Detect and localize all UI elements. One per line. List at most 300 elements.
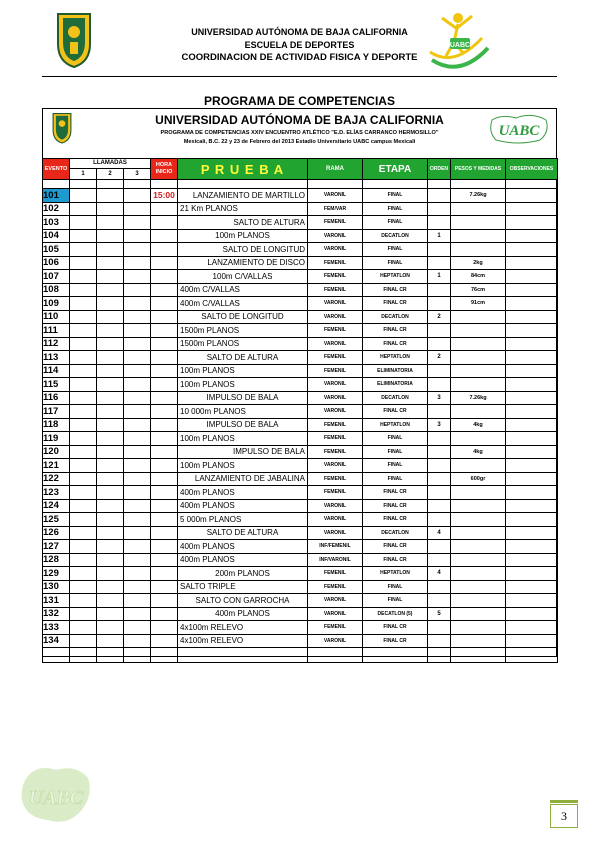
evento-cell: 134 xyxy=(43,634,70,648)
orden-cell xyxy=(428,378,451,392)
pesos-cell xyxy=(451,405,506,419)
pesos-cell: 91cm xyxy=(451,297,506,311)
llamada-1-cell xyxy=(70,459,97,473)
llamada-3-cell xyxy=(124,607,151,621)
etapa-cell: FINAL CR xyxy=(363,283,428,297)
llamada-2-cell xyxy=(97,418,124,432)
observaciones-cell xyxy=(506,634,558,648)
etapa-cell: HEPTATLON xyxy=(363,351,428,365)
observaciones-cell xyxy=(506,243,558,257)
rama-cell: VARONIL xyxy=(308,459,363,473)
llamada-2-cell xyxy=(97,283,124,297)
table-row xyxy=(43,621,558,635)
observaciones-cell xyxy=(506,391,558,405)
rama-cell: VARONIL xyxy=(308,391,363,405)
pesos-cell xyxy=(451,378,506,392)
page-title: PROGRAMA DE COMPETENCIAS xyxy=(204,94,395,108)
llamada-3-cell xyxy=(124,324,151,338)
pesos-cell xyxy=(451,580,506,594)
sheet-venue-subtitle: Mexicali, B.C. 22 y 23 de Febrero del 2013 Estadio Universitario UABC campus Mexicali xyxy=(183,139,416,145)
observaciones-cell xyxy=(506,486,558,500)
llamada-3-cell xyxy=(124,189,151,203)
footer-uabc-logo-icon xyxy=(18,764,94,826)
llamada-1-cell xyxy=(70,364,97,378)
prueba-cell: IMPULSO DE BALA xyxy=(178,418,308,432)
llamada-2-cell xyxy=(97,189,124,203)
orden-cell: 1 xyxy=(428,270,451,284)
prueba-cell: 400m PLANOS xyxy=(178,540,308,554)
table-row xyxy=(43,189,558,203)
llamada-1-cell xyxy=(70,405,97,419)
pesos-cell: 7.26kg xyxy=(451,391,506,405)
llamada-1-cell xyxy=(70,297,97,311)
etapa-cell: FINAL xyxy=(363,459,428,473)
rama-cell: FEMENIL xyxy=(308,256,363,270)
llamada-2-cell xyxy=(97,432,124,446)
etapa-cell: FINAL CR xyxy=(363,499,428,513)
rama-cell: FEMENIL xyxy=(308,324,363,338)
hora-cell xyxy=(151,256,178,270)
llamada-1-cell xyxy=(70,540,97,554)
observaciones-cell xyxy=(506,324,558,338)
llamada-1-cell xyxy=(70,621,97,635)
col-pesos: PESOS Y MEDIDAS xyxy=(451,159,506,180)
pesos-cell xyxy=(451,499,506,513)
rama-cell: FEMENIL xyxy=(308,418,363,432)
etapa-cell: DECATLON xyxy=(363,391,428,405)
llamada-2-cell xyxy=(97,202,124,216)
pesos-cell: 84cm xyxy=(451,270,506,284)
prueba-cell: SALTO TRIPLE xyxy=(178,580,308,594)
llamada-1-cell xyxy=(70,256,97,270)
sheet-event-subtitle: PROGRAMA DE COMPETENCIAS XXIV ENCUENTRO ATLÉTICO "E.D. ELÍAS CARRANCO HERMOSILLO" xyxy=(160,130,439,136)
hora-cell xyxy=(151,594,178,608)
observaciones-cell xyxy=(506,378,558,392)
hora-cell xyxy=(151,351,178,365)
col-llamada-1: 1 xyxy=(70,169,97,179)
llamada-2-cell xyxy=(97,256,124,270)
llamada-3-cell xyxy=(124,283,151,297)
table-row xyxy=(43,202,558,216)
prueba-cell: SALTO DE ALTURA xyxy=(178,216,308,230)
rama-cell: INF/FEMENIL xyxy=(308,540,363,554)
sheet-university-title: UNIVERSIDAD AUTÓNOMA DE BAJA CALIFORNIA xyxy=(155,113,444,127)
observaciones-cell xyxy=(506,351,558,365)
table-row-empty xyxy=(43,648,558,663)
observaciones-cell xyxy=(506,256,558,270)
llamada-1-cell xyxy=(70,553,97,567)
table-row xyxy=(43,594,558,608)
pesos-cell xyxy=(451,621,506,635)
pesos-cell xyxy=(451,229,506,243)
page-number: 3 xyxy=(550,804,578,828)
pesos-cell xyxy=(451,432,506,446)
prueba-cell: 400m C/VALLAS xyxy=(178,283,308,297)
etapa-cell: FINAL xyxy=(363,256,428,270)
prueba-cell: 1500m PLANOS xyxy=(178,324,308,338)
evento-cell: 116 xyxy=(43,391,70,405)
col-llamada-2: 2 xyxy=(97,169,124,179)
etapa-cell: DECATLON xyxy=(363,310,428,324)
hora-cell xyxy=(151,229,178,243)
pesos-cell xyxy=(451,607,506,621)
etapa-cell: DECATLON xyxy=(363,229,428,243)
col-observaciones: OBSERVACIONES xyxy=(506,159,558,180)
llamada-1-cell xyxy=(70,202,97,216)
hora-cell xyxy=(151,580,178,594)
observaciones-cell xyxy=(506,580,558,594)
prueba-cell: 5 000m PLANOS xyxy=(178,513,308,527)
observaciones-cell xyxy=(506,310,558,324)
evento-cell: 107 xyxy=(43,270,70,284)
col-llamadas xyxy=(70,159,151,180)
llamada-1-cell xyxy=(70,418,97,432)
rama-cell: VARONIL xyxy=(308,243,363,257)
llamada-3-cell xyxy=(124,499,151,513)
etapa-cell: FINAL CR xyxy=(363,634,428,648)
orden-cell xyxy=(428,621,451,635)
rama-cell: FEMENIL xyxy=(308,472,363,486)
observaciones-cell xyxy=(506,607,558,621)
rama-cell: VARONIL xyxy=(308,526,363,540)
prueba-cell: 400m PLANOS xyxy=(178,553,308,567)
llamada-2-cell xyxy=(97,445,124,459)
llamada-1-cell xyxy=(70,229,97,243)
athlete-logo-label: UABC xyxy=(449,42,471,49)
evento-cell: 131 xyxy=(43,594,70,608)
pesos-cell xyxy=(451,216,506,230)
table-row xyxy=(43,499,558,513)
observaciones-cell xyxy=(506,229,558,243)
table-row xyxy=(43,297,558,311)
col-llamada-3: 3 xyxy=(135,171,139,177)
pesos-cell xyxy=(451,553,506,567)
prueba-cell: 4x100m RELEVO xyxy=(178,634,308,648)
orden-cell xyxy=(428,594,451,608)
etapa-cell: DECATLON xyxy=(363,526,428,540)
llamada-3-cell xyxy=(124,540,151,554)
prueba-cell: 100m C/VALLAS xyxy=(178,270,308,284)
prueba-cell: SALTO DE LONGITUD xyxy=(178,243,308,257)
etapa-cell: ELIMINATORIA xyxy=(363,378,428,392)
evento-cell: 127 xyxy=(43,540,70,554)
orden-cell: 2 xyxy=(428,351,451,365)
evento-cell: 121 xyxy=(43,459,70,473)
col-prueba: P R U E B A xyxy=(178,159,308,180)
header-rule xyxy=(42,76,557,77)
evento-cell: 111 xyxy=(43,324,70,338)
rama-cell: FEMENIL xyxy=(308,621,363,635)
evento-cell: 118 xyxy=(43,418,70,432)
evento-cell: 114 xyxy=(43,364,70,378)
llamada-3-cell xyxy=(124,270,151,284)
observaciones-cell xyxy=(506,459,558,473)
pesos-cell xyxy=(451,351,506,365)
prueba-cell: LANZAMIENTO DE DISCO xyxy=(178,256,308,270)
evento-cell: 112 xyxy=(43,337,70,351)
llamada-1-cell xyxy=(70,391,97,405)
evento-cell: 115 xyxy=(43,378,70,392)
table-row xyxy=(43,418,558,432)
prueba-cell: SALTO DE ALTURA xyxy=(178,351,308,365)
athlete-logo-icon xyxy=(424,8,496,74)
orden-cell: 2 xyxy=(428,310,451,324)
rama-cell: VARONIL xyxy=(308,499,363,513)
observaciones-cell xyxy=(506,432,558,446)
pesos-cell xyxy=(451,634,506,648)
etapa-cell: DECATLON (5) xyxy=(363,607,428,621)
pesos-cell: 600gr xyxy=(451,472,506,486)
llamada-3-cell xyxy=(124,216,151,230)
observaciones-cell xyxy=(506,405,558,419)
llamada-3-cell xyxy=(124,391,151,405)
sheet-uabc-logo-icon xyxy=(488,114,550,144)
pesos-cell xyxy=(451,513,506,527)
evento-cell: 109 xyxy=(43,297,70,311)
table-row xyxy=(43,256,558,270)
orden-cell xyxy=(428,486,451,500)
rama-cell: FEMENIL xyxy=(308,432,363,446)
hora-cell xyxy=(151,391,178,405)
llamada-1-cell xyxy=(70,378,97,392)
etapa-cell: FINAL CR xyxy=(363,553,428,567)
pesos-cell xyxy=(451,364,506,378)
hora-cell xyxy=(151,378,178,392)
pesos-cell xyxy=(451,459,506,473)
page-number-bar xyxy=(550,800,578,803)
llamada-2-cell xyxy=(97,580,124,594)
hora-cell xyxy=(151,216,178,230)
table-row xyxy=(43,580,558,594)
table-row xyxy=(43,337,558,351)
rama-cell: VARONIL xyxy=(308,594,363,608)
evento-cell: 133 xyxy=(43,621,70,635)
hora-cell xyxy=(151,310,178,324)
llamada-2-cell xyxy=(97,540,124,554)
col-hora: HORA INICIO xyxy=(151,159,178,180)
evento-cell: 117 xyxy=(43,405,70,419)
hora-cell xyxy=(151,324,178,338)
llamada-3-cell xyxy=(124,405,151,419)
llamada-1-cell xyxy=(70,243,97,257)
prueba-cell: 4x100m RELEVO xyxy=(178,621,308,635)
orden-cell xyxy=(428,540,451,554)
table-row xyxy=(43,364,558,378)
etapa-cell: FINAL CR xyxy=(363,540,428,554)
evento-cell: 129 xyxy=(43,567,70,581)
orden-cell: 1 xyxy=(428,229,451,243)
prueba-cell: 400m C/VALLAS xyxy=(178,297,308,311)
llamada-2-cell xyxy=(97,621,124,635)
evento-cell: 122 xyxy=(43,472,70,486)
llamada-3-cell xyxy=(124,553,151,567)
rama-cell: FEMENIL xyxy=(308,364,363,378)
prueba-cell: 400m PLANOS xyxy=(178,486,308,500)
hora-cell xyxy=(151,202,178,216)
table-row xyxy=(43,540,558,554)
table-row xyxy=(43,283,558,297)
llamada-2-cell xyxy=(97,526,124,540)
llamada-3-cell xyxy=(124,472,151,486)
observaciones-cell xyxy=(506,594,558,608)
rama-cell: VARONIL xyxy=(308,607,363,621)
table-row xyxy=(43,270,558,284)
hora-cell xyxy=(151,243,178,257)
rama-cell: VARONIL xyxy=(308,297,363,311)
prueba-cell: 100m PLANOS xyxy=(178,364,308,378)
orden-cell: 4 xyxy=(428,567,451,581)
llamada-3-cell xyxy=(124,486,151,500)
orden-cell xyxy=(428,202,451,216)
llamada-2-cell xyxy=(97,229,124,243)
observaciones-cell xyxy=(506,337,558,351)
llamada-3-cell xyxy=(124,567,151,581)
llamada-2-cell xyxy=(97,405,124,419)
llamada-3-cell xyxy=(124,580,151,594)
table-row xyxy=(43,310,558,324)
llamada-1-cell xyxy=(70,472,97,486)
llamada-1-cell xyxy=(70,445,97,459)
prueba-cell: 10 000m PLANOS xyxy=(178,405,308,419)
evento-cell: 120 xyxy=(43,445,70,459)
prueba-cell: 200m PLANOS xyxy=(178,567,308,581)
table-row xyxy=(43,324,558,338)
llamada-1-cell xyxy=(70,283,97,297)
table-body xyxy=(43,189,558,648)
rama-cell: VARONIL xyxy=(308,405,363,419)
etapa-cell: HEPTATLON xyxy=(363,418,428,432)
etapa-cell: FINAL xyxy=(363,594,428,608)
llamada-2-cell xyxy=(97,391,124,405)
prueba-cell: SALTO CON GARROCHA xyxy=(178,594,308,608)
hora-cell xyxy=(151,472,178,486)
evento-cell: 105 xyxy=(43,243,70,257)
llamada-1-cell xyxy=(70,634,97,648)
hora-cell xyxy=(151,283,178,297)
pesos-cell xyxy=(451,202,506,216)
llamada-2-cell xyxy=(97,634,124,648)
table-row xyxy=(43,526,558,540)
llamada-1-cell xyxy=(70,216,97,230)
table-row xyxy=(43,351,558,365)
evento-cell: 126 xyxy=(43,526,70,540)
pesos-cell: 2kg xyxy=(451,256,506,270)
rama-cell: VARONIL xyxy=(308,378,363,392)
pesos-cell xyxy=(451,540,506,554)
pesos-cell xyxy=(451,567,506,581)
orden-cell xyxy=(428,243,451,257)
etapa-cell: FINAL xyxy=(363,202,428,216)
table-row xyxy=(43,243,558,257)
llamada-3-cell xyxy=(124,432,151,446)
pesos-cell xyxy=(451,243,506,257)
llamada-2-cell xyxy=(97,324,124,338)
prueba-cell: LANZAMIENTO DE JABALINA xyxy=(178,472,308,486)
llamada-3-cell xyxy=(124,513,151,527)
evento-cell: 119 xyxy=(43,432,70,446)
etapa-cell: FINAL xyxy=(363,216,428,230)
llamada-2-cell xyxy=(97,513,124,527)
hora-cell xyxy=(151,270,178,284)
etapa-cell: HEPTATLON xyxy=(363,270,428,284)
etapa-cell: FINAL xyxy=(363,445,428,459)
llamada-2-cell xyxy=(97,607,124,621)
hora-cell xyxy=(151,364,178,378)
hora-cell xyxy=(151,486,178,500)
rama-cell: FEMENIL xyxy=(308,270,363,284)
llamada-1-cell xyxy=(70,189,97,203)
llamada-3-cell xyxy=(124,364,151,378)
llamada-1-cell xyxy=(70,513,97,527)
evento-cell: 128 xyxy=(43,553,70,567)
table-row xyxy=(43,553,558,567)
rama-cell: VARONIL xyxy=(308,634,363,648)
hora-cell xyxy=(151,405,178,419)
table-row xyxy=(43,567,558,581)
llamada-2-cell xyxy=(97,459,124,473)
prueba-cell: SALTO DE ALTURA xyxy=(178,526,308,540)
rama-cell: FEMENIL xyxy=(308,486,363,500)
orden-cell xyxy=(428,337,451,351)
llamada-3-cell xyxy=(124,378,151,392)
orden-cell xyxy=(428,405,451,419)
col-llamadas-label: LLAMADAS xyxy=(70,159,150,169)
llamada-3-cell xyxy=(124,445,151,459)
llamada-2-cell xyxy=(97,567,124,581)
col-orden: ORDEN xyxy=(428,159,451,180)
llamada-2-cell xyxy=(97,310,124,324)
hora-cell xyxy=(151,567,178,581)
hora-cell xyxy=(151,621,178,635)
spacer-row xyxy=(43,180,558,189)
orden-cell xyxy=(428,459,451,473)
header-line-school: ESCUELA DE DEPORTES xyxy=(244,40,355,50)
evento-cell: 113 xyxy=(43,351,70,365)
orden-cell xyxy=(428,472,451,486)
orden-cell xyxy=(428,256,451,270)
table-row xyxy=(43,513,558,527)
evento-cell: 125 xyxy=(43,513,70,527)
llamada-1-cell xyxy=(70,580,97,594)
observaciones-cell xyxy=(506,553,558,567)
table-header-row xyxy=(43,159,558,180)
pesos-cell xyxy=(451,337,506,351)
etapa-cell: FINAL CR xyxy=(363,486,428,500)
pesos-cell xyxy=(451,324,506,338)
llamada-3-cell xyxy=(124,337,151,351)
llamada-3-cell xyxy=(124,634,151,648)
llamada-3-cell xyxy=(124,351,151,365)
hora-cell xyxy=(151,634,178,648)
table-row xyxy=(43,405,558,419)
orden-cell xyxy=(428,513,451,527)
rama-cell: INF/VARONIL xyxy=(308,553,363,567)
hora-cell xyxy=(151,432,178,446)
rama-cell: VARONIL xyxy=(308,189,363,203)
llamada-3-cell xyxy=(124,243,151,257)
observaciones-cell xyxy=(506,202,558,216)
competition-table xyxy=(42,158,558,663)
llamada-2-cell xyxy=(97,553,124,567)
table-row xyxy=(43,486,558,500)
llamada-3-cell xyxy=(124,459,151,473)
table-row xyxy=(43,432,558,446)
hora-cell xyxy=(151,553,178,567)
table-row xyxy=(43,391,558,405)
llamada-2-cell xyxy=(97,378,124,392)
pesos-cell: 4kg xyxy=(451,445,506,459)
table-row xyxy=(43,216,558,230)
